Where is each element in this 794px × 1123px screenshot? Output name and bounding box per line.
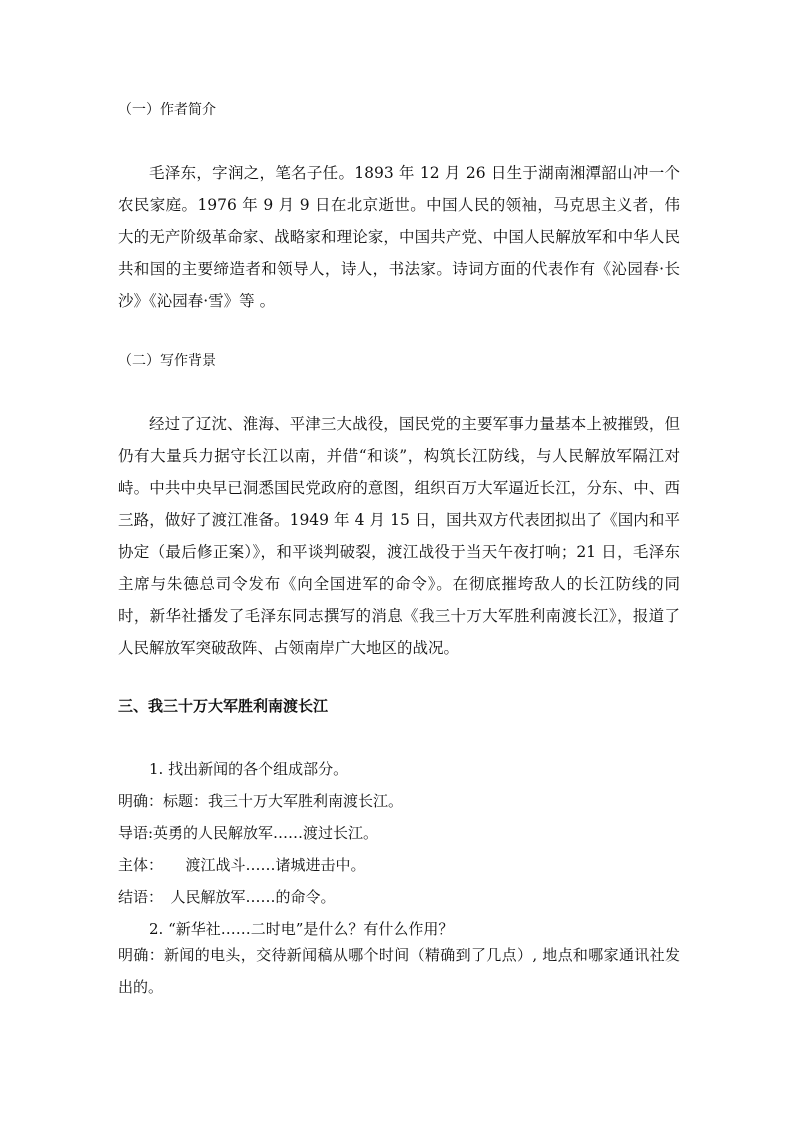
answer-title: 明确：标题：我三十万大军胜利南渡长江。 <box>118 792 404 810</box>
answer-dateline: 明确：新闻的电头，交待新闻稿从哪个时间（精确到了几点）, 地点和哪家通讯社发出的。 <box>118 946 680 996</box>
answer-lead: 导语:英勇的人民解放军……渡过长江。 <box>118 824 379 842</box>
background-paragraph <box>118 408 680 664</box>
section-heading-author: （一）作者简介 <box>118 102 216 118</box>
question-2: 2. “新华社……二时电”是什么？有什么作用？ <box>149 920 454 938</box>
author-intro-paragraph <box>118 157 680 317</box>
background-text: 经过了辽沈、淮海、平津三大战役，国民党的主要军事力量基本上被摧毁，但仍有大量兵力据守长江以南，并借“和谈”，构筑长江防线，与人民解放军隔江对峙。中共中央早已洞悉国民党政府的意图，组织百万大军逼近长江，分东、中、西三路，做好了渡江准备。1949 年 4 月 15 日，国共双方代表团拟出了《国内和平协定（最后修正案）》，和平谈判破裂，渡江战役于当天午夜打响；21 日，毛泽东主席与朱德总司令发布《向全国进军的命令》。在彻底摧垮敌人的长江防线的同时，新华社播发了毛泽东同志撰写的消息《我三十万大军胜利南渡长江》，报道了人民解放军突破敌阵、占领南岸广大地区的战况。 <box>118 415 680 657</box>
answer-body: 主体： 渡江战斗……诸城进击中。 <box>118 856 366 874</box>
author-intro-text: 毛泽东，字润之，笔名子任。1893 年 12 月 26 日生于湖南湘潭韶山冲一个农民家庭。1976 年 9 月 9 日在北京逝世。中国人民的领袖，马克思主义者，伟大的无产阶级革命家、战略家和理论家，中国共产党、中国人民解放军和中华人民共和国的主要缔造者和领导人，诗人，书法家。诗词方面的代表作有《沁园春·长沙》《沁园春·雪》等 。 <box>118 164 680 310</box>
answer-conclusion: 结语： 人民解放军……的命令。 <box>118 888 336 906</box>
question-1: 1. 找出新闻的各个组成部分。 <box>149 760 349 778</box>
section-heading-background: （二）写作背景 <box>118 353 216 369</box>
section-heading-news: 三、我三十万大军胜利南渡长江 <box>118 697 329 715</box>
